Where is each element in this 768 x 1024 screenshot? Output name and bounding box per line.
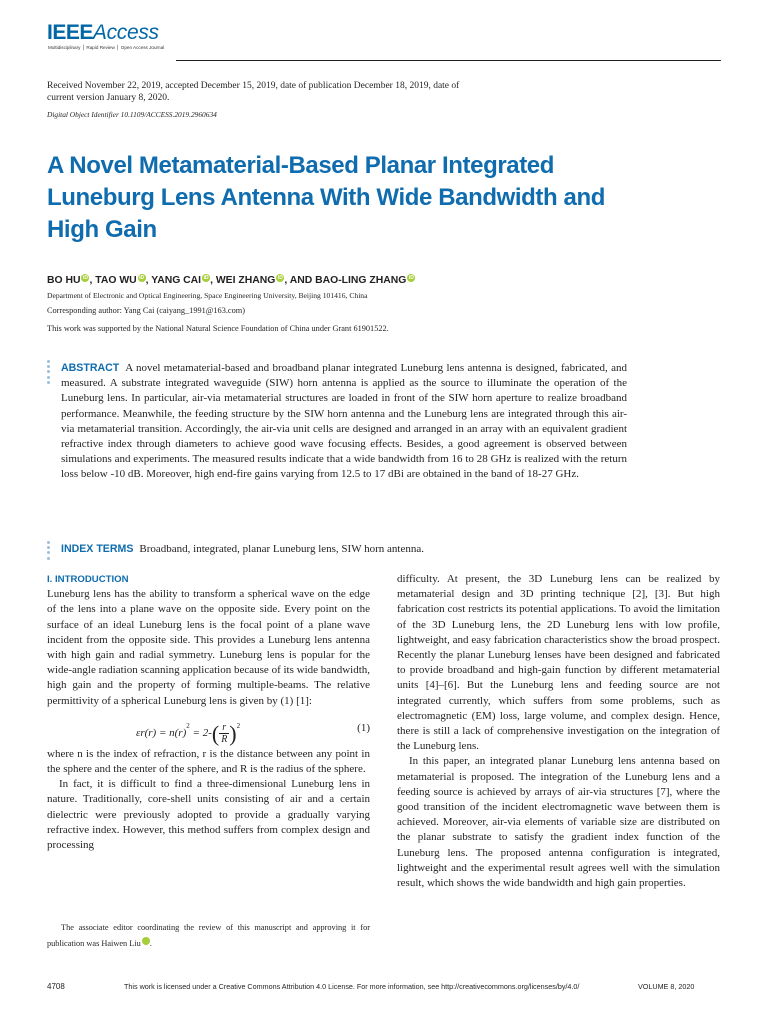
- section-heading: I. INTRODUCTION: [47, 574, 129, 585]
- author-separator: ,: [145, 275, 152, 286]
- author-name[interactable]: WEI ZHANG: [215, 275, 276, 286]
- paragraph: Luneburg lens has the ability to transform a spherical wave on the edge of the lens into a plane wave on the opposite side. Every point on the surface of an ideal Luneburg lens is the focal point of a plane wave incident from the opposite side. This provides a Luneburg lens antenna with high gain and radial symmetry. Luneburg lens is popular for the wide-angle radiation scanning application because of its wide bandwidth, high gain and the property of forming multiple-beams. The relative permittivity of a spherical Luneburg lens is given by (1) [1]:: [47, 588, 370, 707]
- author-name[interactable]: BAO-LING ZHANG: [315, 275, 407, 286]
- index-terms-marker-icon: [47, 541, 50, 562]
- corresponding-author: Corresponding author: Yang Cai (caiyang_1991@163.com): [47, 306, 245, 315]
- received-dates: Received November 22, 2019, accepted December 15, 2019, date of publication December 18, 2019, date of current version January 8, 2020.: [47, 81, 460, 103]
- abstract: [61, 361, 627, 483]
- equation-fraction: $\frac{r}{R}$: [221, 721, 228, 745]
- equation-number: (1): [357, 721, 370, 734]
- left-column: [47, 572, 370, 853]
- abstract-text: A novel metamaterial-based and broadband planar integrated Luneburg lens antenna is designed, fabricated, and measured. A substrate integrated waveguide (SIW) horn antenna is applied as the source to illuminate the operation of the Luneburg lens. In particular, air-via metamaterial structures are loaded in front of the SIW horn aperture to realize broadband performance. Meanwhile, the feeding structure by the SIW horn antenna and the Luneburg lens are integrated through this air-via metamaterial transition. Accordingly, the air-via unit cells are designed and arranged in an array with an equivalent gradient refractive index through diameters to achieve good wave focusing effects. Besides, a good agreement is observed between simulations and experiments. The measured results indicate that a wide bandwidth from 16 to 28 GHz is realized with the return loss below -10 dB. Moreover, high end-fire gains varying from 12.5 to 17 dBi are obtained in the band of 18-27 GHz.: [61, 362, 627, 481]
- affiliation: Department of Electronic and Optical Engineering, Space Engineering University, Beijing 101416, China: [47, 291, 368, 300]
- author-separator: , AND: [284, 275, 316, 286]
- journal-logo: IEEEAccess: [47, 21, 159, 44]
- paragraph: difficulty. At present, the 3D Luneburg lens can be realized by metamaterial design and 3D printing technique [2], [3]. But high fabrication cost restricts its potential applications. To avoid the limitation of the 3D Luneburg lens, the 2D Luneburg lens with low profile, lightweight, and easy fabrication characteristics show the broad prospect. Recently the planar Luneburg lenses have been designed and fabricated to provide broadband and high-gain function by different metamaterial units [4]–[6]. But the Luneburg lens and feeding source are not integrated currently, which suffers from some problems, such as electromagnetic (EM) loss, large volume, and complex design. Hence, there is still a lack of comprehensive investigation on the integration of the Luneburg lens.: [397, 573, 720, 753]
- right-column: [397, 572, 720, 891]
- equation-1: [47, 711, 370, 747]
- author-name[interactable]: YANG CAI: [151, 275, 202, 286]
- paragraph: where n is the index of refraction, r is the distance between any point in the sphere and the center of the sphere, and R is the radius of the sphere.: [47, 747, 370, 776]
- journal-tagline: Multidisciplinary ⎪ Rapid Review ⎪ Open Access Journal: [48, 45, 165, 50]
- funding-note: This work was supported by the National Natural Science Foundation of China under Grant 61901522.: [47, 324, 389, 333]
- abstract-marker-icon: [47, 360, 50, 386]
- orcid-icon[interactable]: iD: [203, 275, 209, 281]
- index-terms-text: Broadband, integrated, planar Luneburg lens, SIW horn antenna.: [139, 543, 424, 555]
- author-name[interactable]: BO HU: [47, 275, 81, 286]
- orcid-icon[interactable]: iD: [139, 275, 145, 281]
- orcid-icon[interactable]: iD: [82, 275, 88, 281]
- orcid-icon[interactable]: iD: [277, 275, 283, 281]
- license-notice[interactable]: This work is licensed under a Creative Commons Attribution 4.0 License. For more information, see http://creativecommons.org/licenses/by/4.0/: [124, 982, 580, 991]
- volume-label: VOLUME 8, 2020: [638, 982, 695, 991]
- index-terms-label: INDEX TERMS: [61, 543, 134, 555]
- page-number: 4708: [47, 982, 65, 991]
- editor-footnote: The associate editor coordinating the review of this manuscript and approving it for publication was Haiwen Liu iD.: [47, 923, 370, 948]
- doi[interactable]: Digital Object Identifier 10.1109/ACCESS.2019.2960634: [47, 110, 217, 119]
- paragraph: In this paper, an integrated planar Luneburg lens antenna based on metamaterial is proposed. The integration of the Luneburg lens and a feeding source is achieved by arrays of air-via structures [7], where the good transition of the incident electromagnetic wave between them is achieved. Moreover, air-via elements of variable size are distributed on the planar substrate to satisfy the gradient index function of the Luneburg lens. The proposed antenna configuration is integrated, lightweight and the experimental result agrees well with the simulation result, which shows the wide bandwidth and high gain properties.: [397, 755, 720, 890]
- paper-title: A Novel Metamaterial-Based Planar Integrated Luneburg Lens Antenna With Wide Bandwidth and High Gain: [47, 152, 605, 243]
- index-terms: [61, 542, 627, 557]
- orcid-icon[interactable]: iD: [142, 937, 150, 945]
- paragraph: In fact, it is difficult to find a three-dimensional Luneburg lens in nature. Traditionally, core-shell units consisting of air and a certain dielectric were previously adopted to provide a gradually varying refractive index. However, this method suffers from complex design and processing: [47, 778, 370, 852]
- header-rule: [176, 60, 721, 61]
- equation-expression: $\varepsilon r(r) = n(r)^2 = 2-$( $\frac{r}{R}$ )$^2$: [136, 720, 241, 746]
- orcid-icon[interactable]: iD: [408, 275, 414, 281]
- abstract-label: ABSTRACT: [61, 362, 120, 374]
- author-separator: ,: [210, 275, 216, 286]
- author-name[interactable]: TAO WU: [95, 275, 137, 286]
- author-separator: ,: [89, 275, 96, 286]
- author-list: [47, 274, 415, 286]
